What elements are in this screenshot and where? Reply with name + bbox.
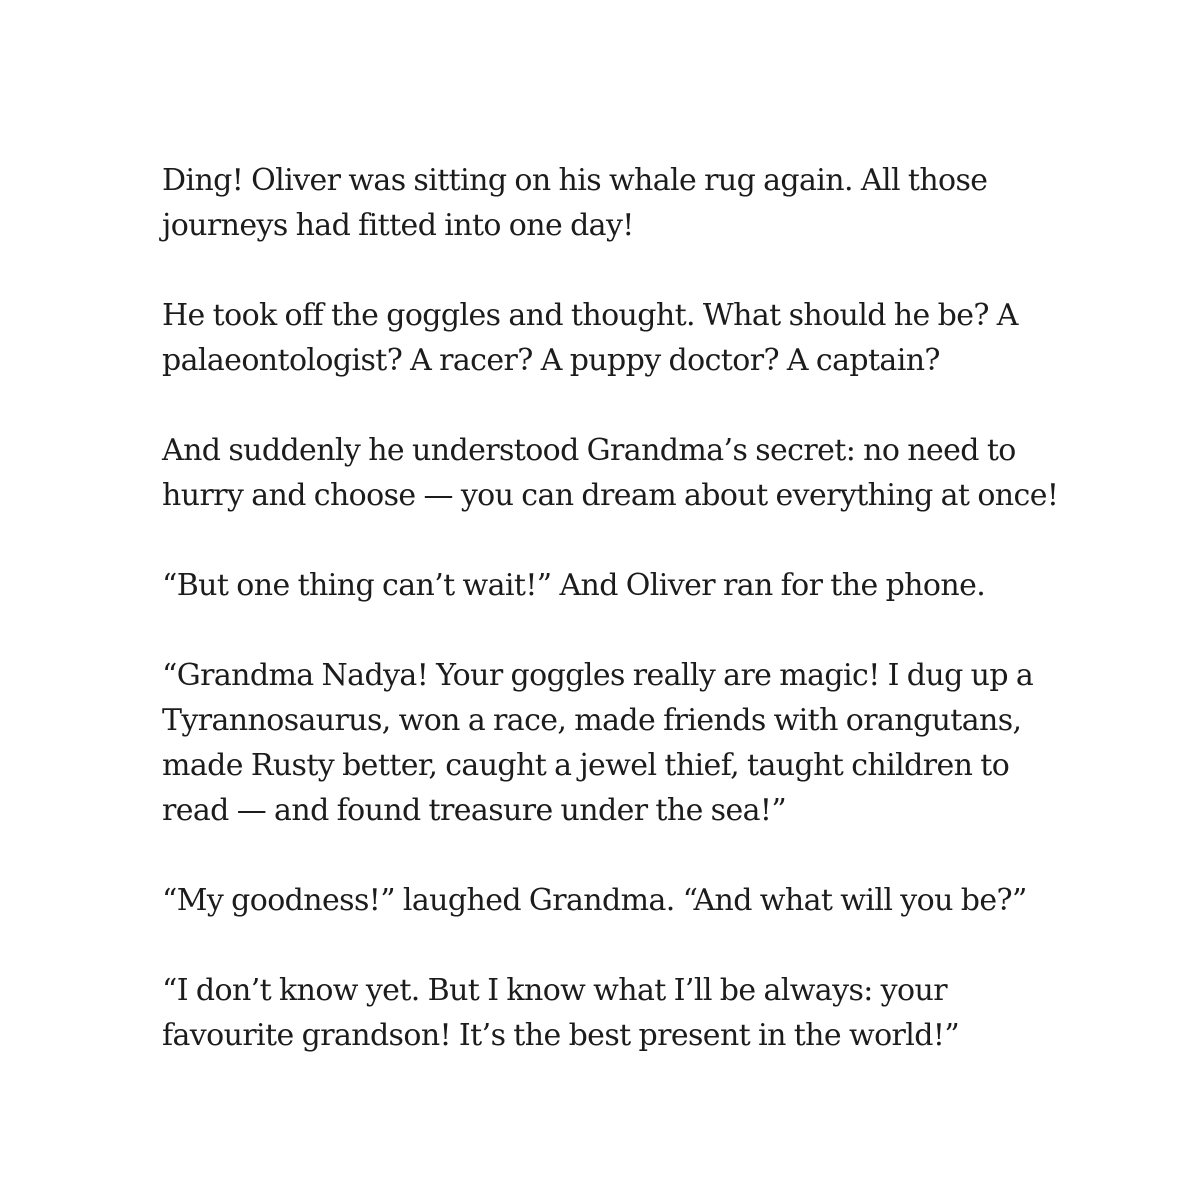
story-paragraph	[162, 428, 1102, 518]
text-line: journeys had fitted into one day!	[162, 208, 634, 243]
story-paragraph	[162, 878, 1102, 923]
text-line: Ding! Oliver was sitting on his whale rug again. All those	[162, 163, 988, 198]
story-paragraph	[162, 653, 1102, 833]
text-line: “Grandma Nadya! Your goggles really are magic! I dug up a	[162, 658, 1034, 693]
text-line: favourite grandson! It’s the best present in the world!”	[162, 1018, 960, 1053]
text-line: hurry and choose — you can dream about everything at once!	[162, 478, 1059, 513]
text-line: “But one thing can’t wait!” And Oliver ran for the phone.	[162, 568, 986, 603]
text-line: read — and found treasure under the sea!”	[162, 793, 787, 828]
text-line: palaeontologist? A racer? A puppy doctor? A captain?	[162, 343, 940, 378]
story-paragraph	[162, 968, 1102, 1058]
story-paragraph	[162, 563, 1102, 608]
story-paragraph	[162, 158, 1102, 248]
story-text	[162, 158, 1102, 1058]
text-line: made Rusty better, caught a jewel thief, taught children to	[162, 748, 1010, 783]
text-line: He took off the goggles and thought. What should he be? A	[162, 298, 1018, 333]
text-line: “I don’t know yet. But I know what I’ll be always: your	[162, 973, 947, 1008]
story-paragraph	[162, 293, 1102, 383]
text-line: Tyrannosaurus, won a race, made friends with orangutans,	[162, 703, 1022, 738]
text-line: “My goodness!” laughed Grandma. “And what will you be?”	[162, 883, 1027, 918]
text-line: And suddenly he understood Grandma’s secret: no need to	[162, 433, 1016, 468]
